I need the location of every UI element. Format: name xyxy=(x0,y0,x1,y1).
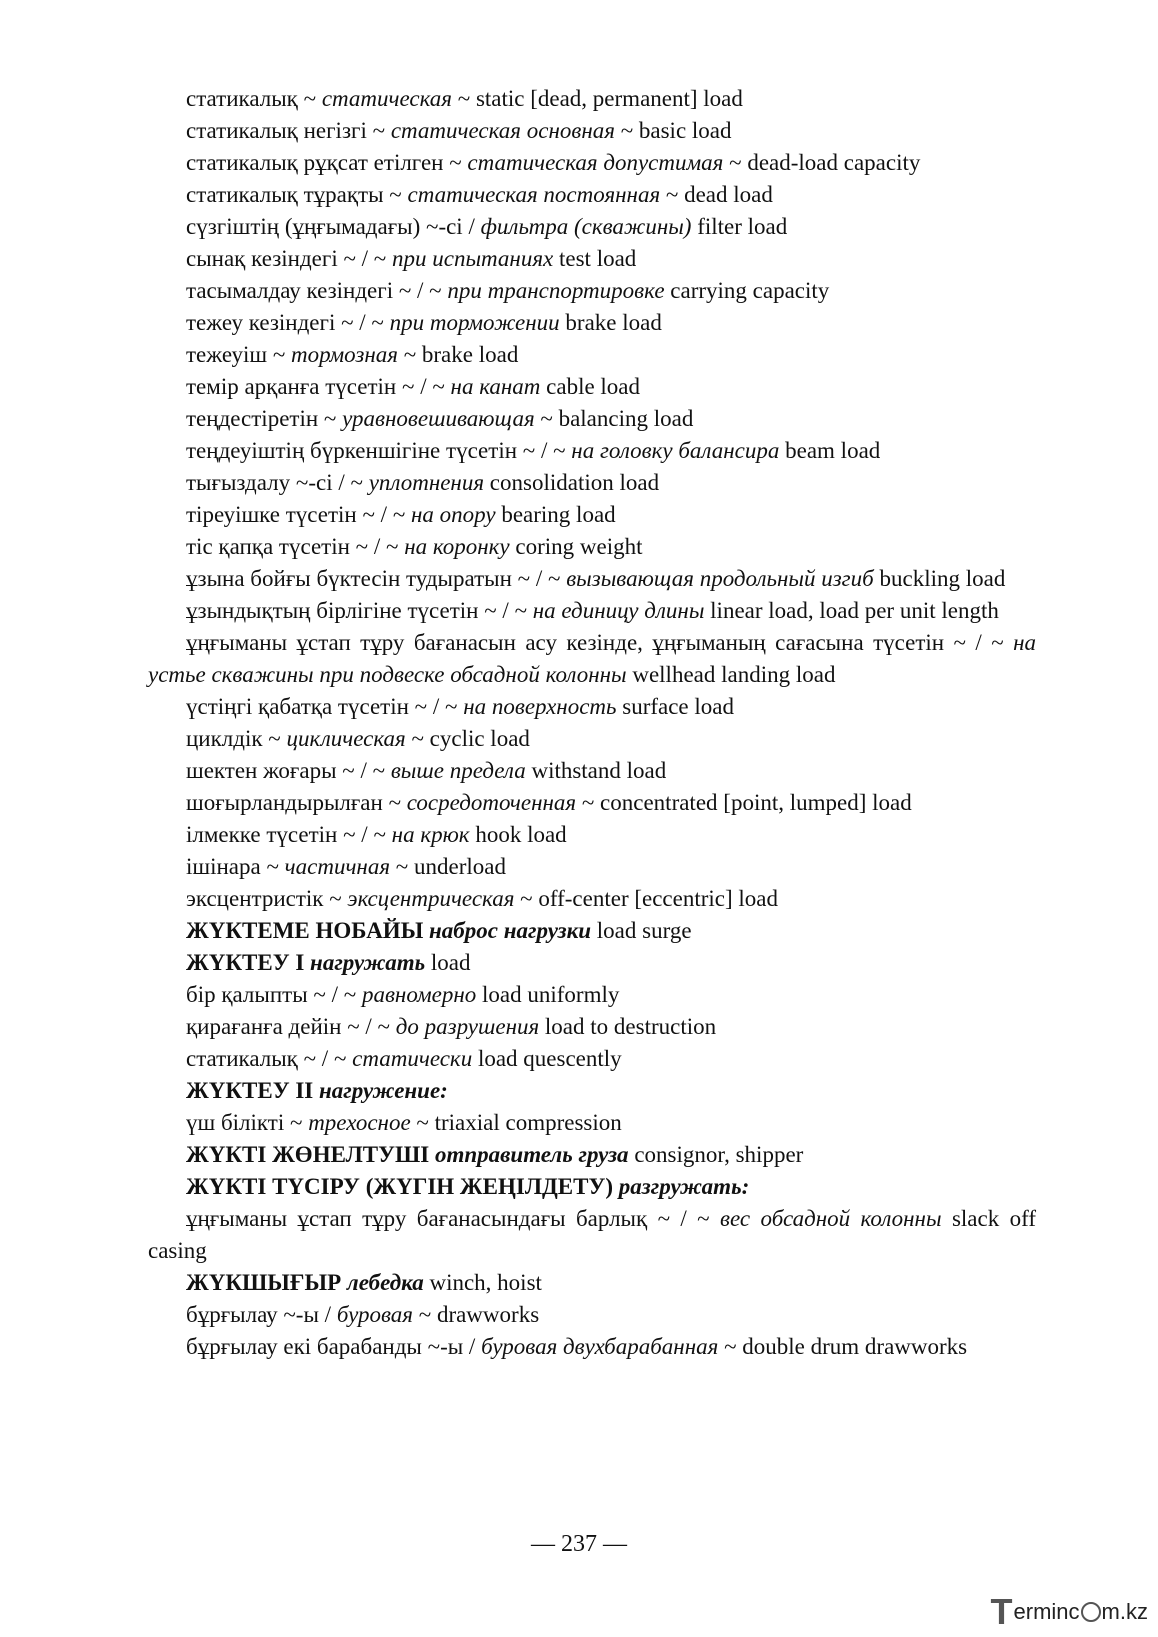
term-ru: на опору xyxy=(411,502,496,527)
term-ru: сосредоточенная xyxy=(406,790,577,815)
term-ru: статическая основная xyxy=(390,118,615,143)
sub-entry xyxy=(148,435,1036,467)
sub-entry xyxy=(148,787,1036,819)
term-en: filter load xyxy=(691,214,788,239)
term-ru: вес обсадной колонны xyxy=(720,1206,942,1231)
term-kz: тіс қапқа түсетін ~ / ~ xyxy=(186,534,405,559)
term-ru: эксцентрическая xyxy=(347,886,515,911)
term-kz: тежеу кезіндегі ~ / ~ xyxy=(186,310,390,335)
logo-o-icon xyxy=(1081,1602,1101,1622)
term-en: slack off casing xyxy=(148,1206,1036,1263)
sub-entry xyxy=(148,467,1036,499)
term-ru: трехосное xyxy=(308,1110,411,1135)
sub-entry xyxy=(148,691,1036,723)
termincom-logo xyxy=(990,1591,1148,1632)
headword-kz: ЖҮКТЕУ I xyxy=(186,950,311,975)
logo-text-post: m.kz xyxy=(1101,1599,1148,1624)
sub-entry xyxy=(148,1203,1036,1267)
term-ru: вызывающая продольный изгиб xyxy=(566,566,874,591)
term-ru: нагружение: xyxy=(319,1078,448,1103)
sub-entry xyxy=(148,307,1036,339)
term-en: ~ concentrated [point, lumped] load xyxy=(576,790,912,815)
headword-kz: ЖҮКТІ ТҮСІРУ (ЖҮГІН ЖЕҢІЛДЕТУ) xyxy=(186,1174,619,1199)
headword-kz: ЖҮКТЕМЕ НОБАЙЫ xyxy=(186,918,430,943)
term-ru: при транспортировке xyxy=(447,278,665,303)
sub-entry xyxy=(148,755,1036,787)
term-ru: статически xyxy=(352,1046,473,1071)
term-kz: темір арқанға түсетін ~ / ~ xyxy=(186,374,451,399)
term-en: ~ double drum drawworks xyxy=(718,1334,968,1359)
term-en: buckling load xyxy=(873,566,1006,591)
sub-entry xyxy=(148,563,1036,595)
sub-entry xyxy=(148,851,1036,883)
term-en: consignor, shipper xyxy=(628,1142,804,1167)
term-en: brake load xyxy=(559,310,662,335)
sub-entry xyxy=(148,883,1036,915)
term-kz: статикалық ~ xyxy=(186,86,322,111)
sub-entry xyxy=(148,83,1036,115)
term-ru: частичная xyxy=(284,854,391,879)
term-kz: эксцентристік ~ xyxy=(186,886,348,911)
term-ru: на устье скважины при подвеске обсадной колонны xyxy=(148,630,1036,687)
term-kz: статикалық ~ / ~ xyxy=(186,1046,353,1071)
term-en: ~ underload xyxy=(390,854,506,879)
term-en: linear load, load per unit length xyxy=(704,598,999,623)
term-ru: на крюк xyxy=(391,822,470,847)
term-en: coring weight xyxy=(509,534,643,559)
term-ru: фильтра (скважины) xyxy=(480,214,692,239)
term-en: winch, hoist xyxy=(423,1270,542,1295)
term-kz: үш білікті ~ xyxy=(186,1110,309,1135)
sub-entry xyxy=(148,243,1036,275)
term-kz: циклдік ~ xyxy=(186,726,287,751)
page-number: — 237 — xyxy=(531,1531,627,1557)
term-ru: буровая двухбарабанная xyxy=(481,1334,719,1359)
term-ru: уплотнения xyxy=(368,470,485,495)
term-kz: тығыздалу ~-сі / ~ xyxy=(186,470,369,495)
term-kz: тежеуіш ~ xyxy=(186,342,292,367)
term-ru: на поверхность xyxy=(463,694,617,719)
sub-entry xyxy=(148,275,1036,307)
sub-entry xyxy=(148,403,1036,435)
sub-entry xyxy=(148,499,1036,531)
term-kz: шектен жоғары ~ / ~ xyxy=(186,758,391,783)
term-ru: на единицу длины xyxy=(532,598,705,623)
headword-entry xyxy=(148,1075,1036,1107)
headword-entry xyxy=(148,1171,1036,1203)
term-en: load quescently xyxy=(472,1046,622,1071)
term-ru: на головку балансира xyxy=(571,438,780,463)
dictionary-page xyxy=(148,83,1036,1363)
term-en: ~ dead-load capacity xyxy=(723,150,921,175)
term-kz: қирағанға дейін ~ / ~ xyxy=(186,1014,396,1039)
headword-entry xyxy=(148,947,1036,979)
sub-entry xyxy=(148,339,1036,371)
term-kz: ұзына бойғы бүктесін тудыратын ~ / ~ xyxy=(186,566,567,591)
sub-entry xyxy=(148,627,1036,691)
term-kz: тіреуішке түсетін ~ / ~ xyxy=(186,502,412,527)
term-en: hook load xyxy=(469,822,567,847)
headword-entry xyxy=(148,1267,1036,1299)
term-ru: нагружать xyxy=(310,950,426,975)
term-ru: при торможении xyxy=(389,310,560,335)
sub-entry xyxy=(148,1331,1036,1363)
term-en: load surge xyxy=(591,918,692,943)
term-en: load xyxy=(425,950,471,975)
headword-kz: ЖҮКТІ ЖӨНЕЛТУШІ xyxy=(186,1142,435,1167)
term-kz: сүзгіштің (ұңғымадағы) ~-сі / xyxy=(186,214,481,239)
term-kz: статикалық рұқсат етілген ~ xyxy=(186,150,468,175)
term-ru: уравновешивающая xyxy=(342,406,535,431)
term-en: bearing load xyxy=(495,502,616,527)
term-kz: бір қалыпты ~ / ~ xyxy=(186,982,362,1007)
term-ru: статическая xyxy=(321,86,452,111)
term-kz: теңдестіретін ~ xyxy=(186,406,343,431)
headword-entry xyxy=(148,915,1036,947)
term-en: ~ brake load xyxy=(397,342,519,367)
sub-entry xyxy=(148,531,1036,563)
sub-entry xyxy=(148,1011,1036,1043)
term-ru: на коронку xyxy=(404,534,510,559)
term-kz: бұрғылау ~-ы / xyxy=(186,1302,337,1327)
term-kz: ұңғыманы ұстап тұру бағанасындағы барлық ~ / ~ xyxy=(186,1206,721,1231)
term-kz: тасымалдау кезіндегі ~ / ~ xyxy=(186,278,448,303)
term-ru: буровая xyxy=(336,1302,413,1327)
headword-kz: ЖҮКТЕУ II xyxy=(186,1078,319,1103)
sub-entry xyxy=(148,1107,1036,1139)
term-kz: статикалық тұрақты ~ xyxy=(186,182,408,207)
term-en: cable load xyxy=(540,374,641,399)
sub-entry xyxy=(148,371,1036,403)
term-en: test load xyxy=(553,246,637,271)
sub-entry xyxy=(148,179,1036,211)
term-en: ~ cyclic load xyxy=(405,726,530,751)
sub-entry xyxy=(148,723,1036,755)
term-kz: сынақ кезіндегі ~ / ~ xyxy=(186,246,392,271)
term-ru: отправитель груза xyxy=(434,1142,629,1167)
term-en: surface load xyxy=(616,694,734,719)
term-ru: циклическая xyxy=(286,726,406,751)
term-en: wellhead landing load xyxy=(626,662,836,687)
term-ru: разгружать: xyxy=(618,1174,750,1199)
term-en: ~ balancing load xyxy=(534,406,694,431)
term-en: load uniformly xyxy=(476,982,620,1007)
term-ru: статическая постоянная xyxy=(407,182,661,207)
sub-entry xyxy=(148,1043,1036,1075)
term-kz: үстіңгі қабатқа түсетін ~ / ~ xyxy=(186,694,464,719)
term-ru: статическая допустимая xyxy=(467,150,724,175)
term-en: ~ off-center [eccentric] load xyxy=(514,886,779,911)
logo-text-pre: erminc xyxy=(1013,1599,1080,1624)
sub-entry xyxy=(148,115,1036,147)
term-kz: ұзындықтың бірлігіне түсетін ~ / ~ xyxy=(186,598,533,623)
term-ru: равномерно xyxy=(361,982,477,1007)
term-en: ~ dead load xyxy=(660,182,773,207)
logo-t: T xyxy=(990,1591,1013,1632)
sub-entry xyxy=(148,211,1036,243)
term-ru: лебедка xyxy=(346,1270,424,1295)
term-en: consolidation load xyxy=(484,470,660,495)
term-kz: теңдеуіштің бүркеншігіне түсетін ~ / ~ xyxy=(186,438,572,463)
sub-entry xyxy=(148,1299,1036,1331)
term-kz: ұңғыманы ұстап тұру бағанасын асу кезінде, ұңғыманың сағасына түсетін ~ / ~ xyxy=(186,630,1014,655)
term-ru: при испытаниях xyxy=(392,246,554,271)
term-kz: бұрғылау екі барабанды ~-ы / xyxy=(186,1334,482,1359)
term-en: carrying capacity xyxy=(664,278,830,303)
term-en: beam load xyxy=(779,438,881,463)
term-kz: ішінара ~ xyxy=(186,854,285,879)
term-en: load to destruction xyxy=(539,1014,717,1039)
term-ru: выше предела xyxy=(390,758,526,783)
term-kz: ілмекке түсетін ~ / ~ xyxy=(186,822,392,847)
term-ru: тормозная xyxy=(291,342,398,367)
sub-entry xyxy=(148,147,1036,179)
term-en: ~ triaxial compression xyxy=(410,1110,622,1135)
term-en: withstand load xyxy=(525,758,667,783)
headword-entry xyxy=(148,1139,1036,1171)
term-ru: наброс нагрузки xyxy=(429,918,592,943)
term-en: ~ basic load xyxy=(614,118,732,143)
sub-entry xyxy=(148,819,1036,851)
term-kz: статикалық негізгі ~ xyxy=(186,118,391,143)
term-ru: на канат xyxy=(450,374,541,399)
sub-entry xyxy=(148,595,1036,627)
headword-kz: ЖҮКШЫҒЫР xyxy=(186,1270,347,1295)
term-en: ~ drawworks xyxy=(413,1302,540,1327)
term-en: ~ static [dead, permanent] load xyxy=(452,86,743,111)
sub-entry xyxy=(148,979,1036,1011)
term-kz: шоғырландырылған ~ xyxy=(186,790,407,815)
term-ru: до разрушения xyxy=(395,1014,540,1039)
